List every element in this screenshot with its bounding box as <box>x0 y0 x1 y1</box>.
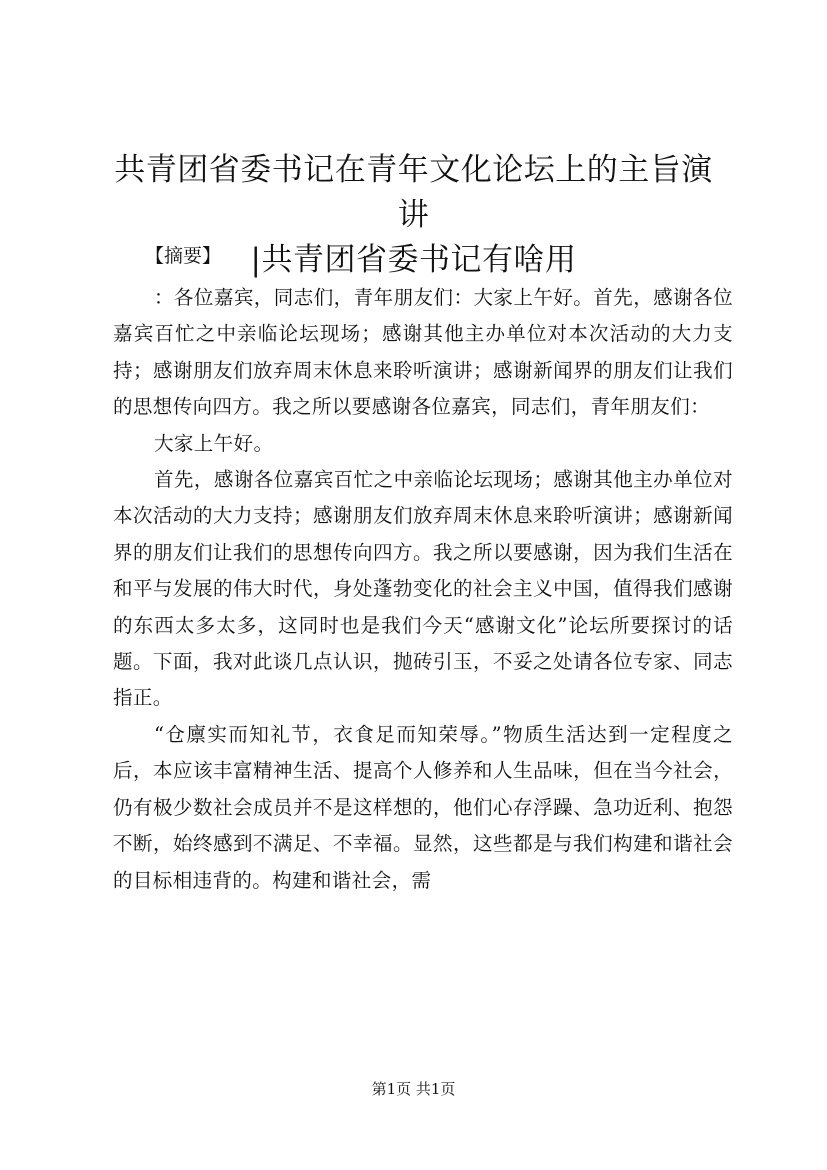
title-line-2: |共青团省委书记有啥用 <box>250 242 577 278</box>
paragraph-2: 大家上午好。 <box>153 431 274 455</box>
paragraph-1: ：各位嘉宾，同志们，青年朋友们：大家上午好。首先，感谢各位嘉宾百忙之中亲临论坛现场；感谢其他主办单位对本次活动的大力支持；感谢朋友们放弃周末休息来聆听演讲；感谢新闻界的朋友们让我们的思想传向四方。我之所以要感谢各位嘉宾，同志们，青年朋友们： <box>113 286 733 419</box>
paragraph-4: “仓廪实而知礼节，衣食足而知荣辱。”物质生活达到一定程度之后，本应该丰富精神生活、提高个人修养和人生品味，但在当今社会，仍有极少数社会成员并不是这样想的，他们心存浮躁、急功近利、抱怨不断，始终感到不满足、不幸福。显然，这些都是与我们构建和谐社会的目标相违背的。构建和谐社会，需 <box>113 722 733 892</box>
title-line-1: 共青团省委书记在青年文化论坛上的主旨演讲 <box>114 152 713 233</box>
paragraph-3: 首先，感谢各位嘉宾百忙之中亲临论坛现场；感谢其他主办单位对本次活动的大力支持；感谢朋友们放弃周末休息来聆听演讲；感谢新闻界的朋友们让我们的思想传向四方。我之所以要感谢，因为我们生活在和平与发展的伟大时代，身处蓬勃变化的社会主义中国，值得我们感谢的东西太多太多，这同时也是我们今天“感谢文化”论坛所要探讨的话题。下面，我对此谈几点认识，抛砖引玉，不妥之处请各位专家、同志指正。 <box>113 468 733 710</box>
document-body <box>113 280 733 899</box>
page-footer: 第1页 共1页 <box>371 1080 456 1098</box>
abstract-label: 【摘要】 <box>145 245 222 267</box>
